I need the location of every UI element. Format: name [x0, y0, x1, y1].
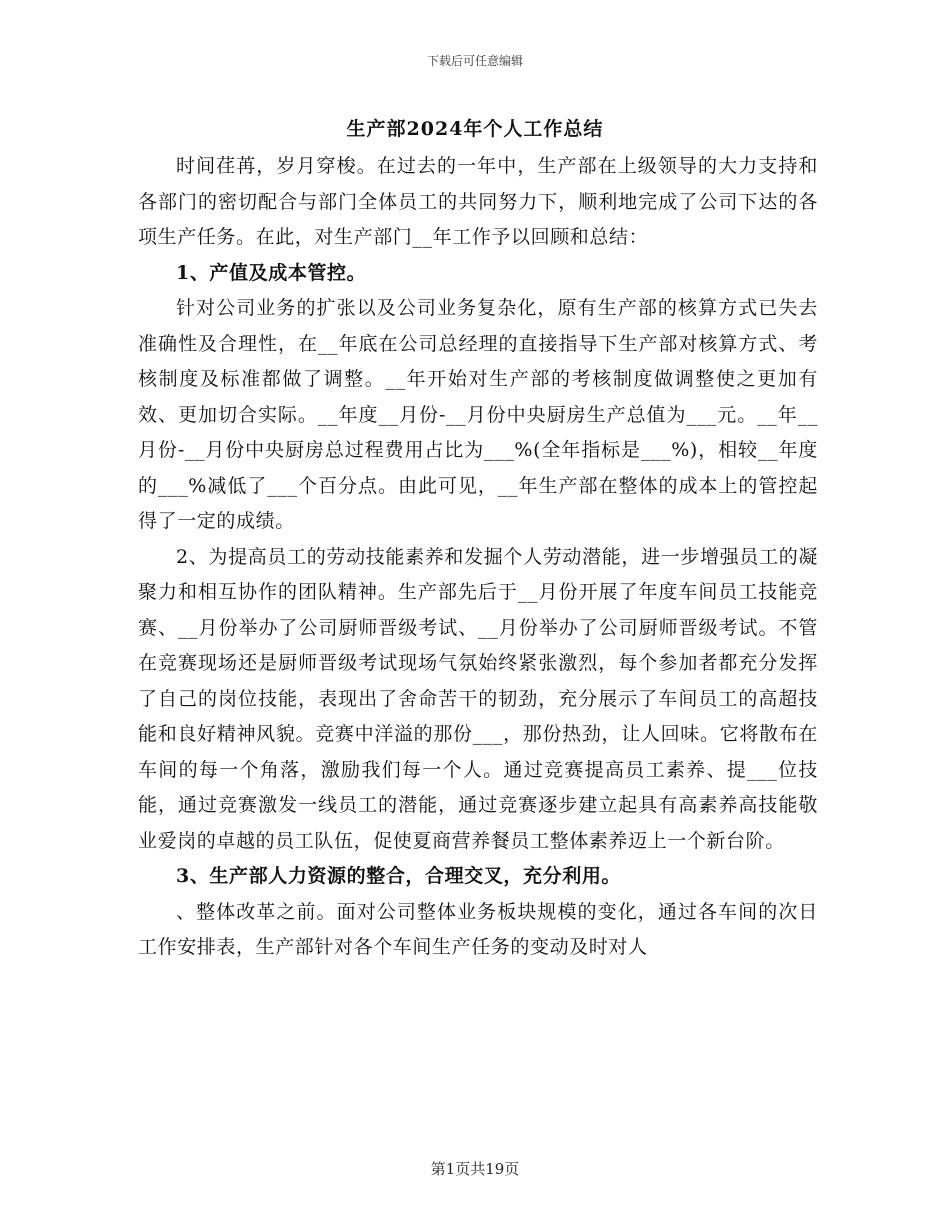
paragraph-skills-competition: 2、为提高员工的劳动技能素养和发掘个人劳动潜能，进一步增强员工的凝聚力和相互协作的团队精神。生产部先后于__月份开展了年度车间员工技能竞赛、__月份举办了公司厨师晋级考试、__月份举办了公司厨师晋级考试。不管在竞赛现场还是厨师晋级考试现场气氛始终紧张激烈，每个参加者都充分发挥了自己的岗位技能，表现出了舍命苦干的韧劲，充分展示了车间员工的高超技能和良好精神风貌。竞赛中洋溢的那份___，那份热劲，让人回味。它将散布在车间的每一个角落，激励我们每一个人。通过竞赛提高员工素养、提___位技能，通过竞赛激发一线员工的潜能，通过竞赛逐步建立起具有高素养高技能敬业爱岗的卓越的员工队伍，促使夏商营养餐员工整体素养迈上一个新台阶。	[138, 545, 818, 852]
paragraph-cost-control: 针对公司业务的扩张以及公司业务复杂化，原有生产部的核算方式已失去准确性及合理性，在__年底在公司总经理的直接指导下生产部对核算方式、考核制度及标准都做了调整。__年开始对生产部的考核制度做调整使之更加有效、更加切合实际。__年度__月份-__月份中央厨房生产总值为___元。__年__月份-__月份中央厨房总过程费用占比为___%(全年指标是___%)，相较__年度的___%减低了___个百分点。由此可见，__年生产部在整体的成本上的管控起得了一定的成绩。	[138, 297, 818, 532]
document-body	[138, 149, 818, 966]
section-heading-3: 3、生产部人力资源的整合，合理交叉，充分利用。	[176, 865, 622, 887]
paragraph-intro: 时间荏苒，岁月穿梭。在过去的一年中，生产部在上级领导的大力支持和各部门的密切配合与部门全体员工的共同努力下，顺利地完成了公司下达的各项生产任务。在此，对生产部门__年工作予以回顾和总结：	[138, 155, 818, 248]
page-header-note: 下载后可任意编辑	[426, 54, 523, 68]
page-number: 第1页共19页	[430, 1160, 520, 1178]
paragraph-reform: 、整体改革之前。面对公司整体业务板块规模的变化，通过各车间的次日工作安排表，生产部针对各个车间生产任务的变动及时对人	[138, 900, 818, 958]
section-heading-1: 1、产值及成本管控。	[176, 261, 367, 284]
document-title: 生产部2024年个人工作总结	[346, 118, 604, 140]
